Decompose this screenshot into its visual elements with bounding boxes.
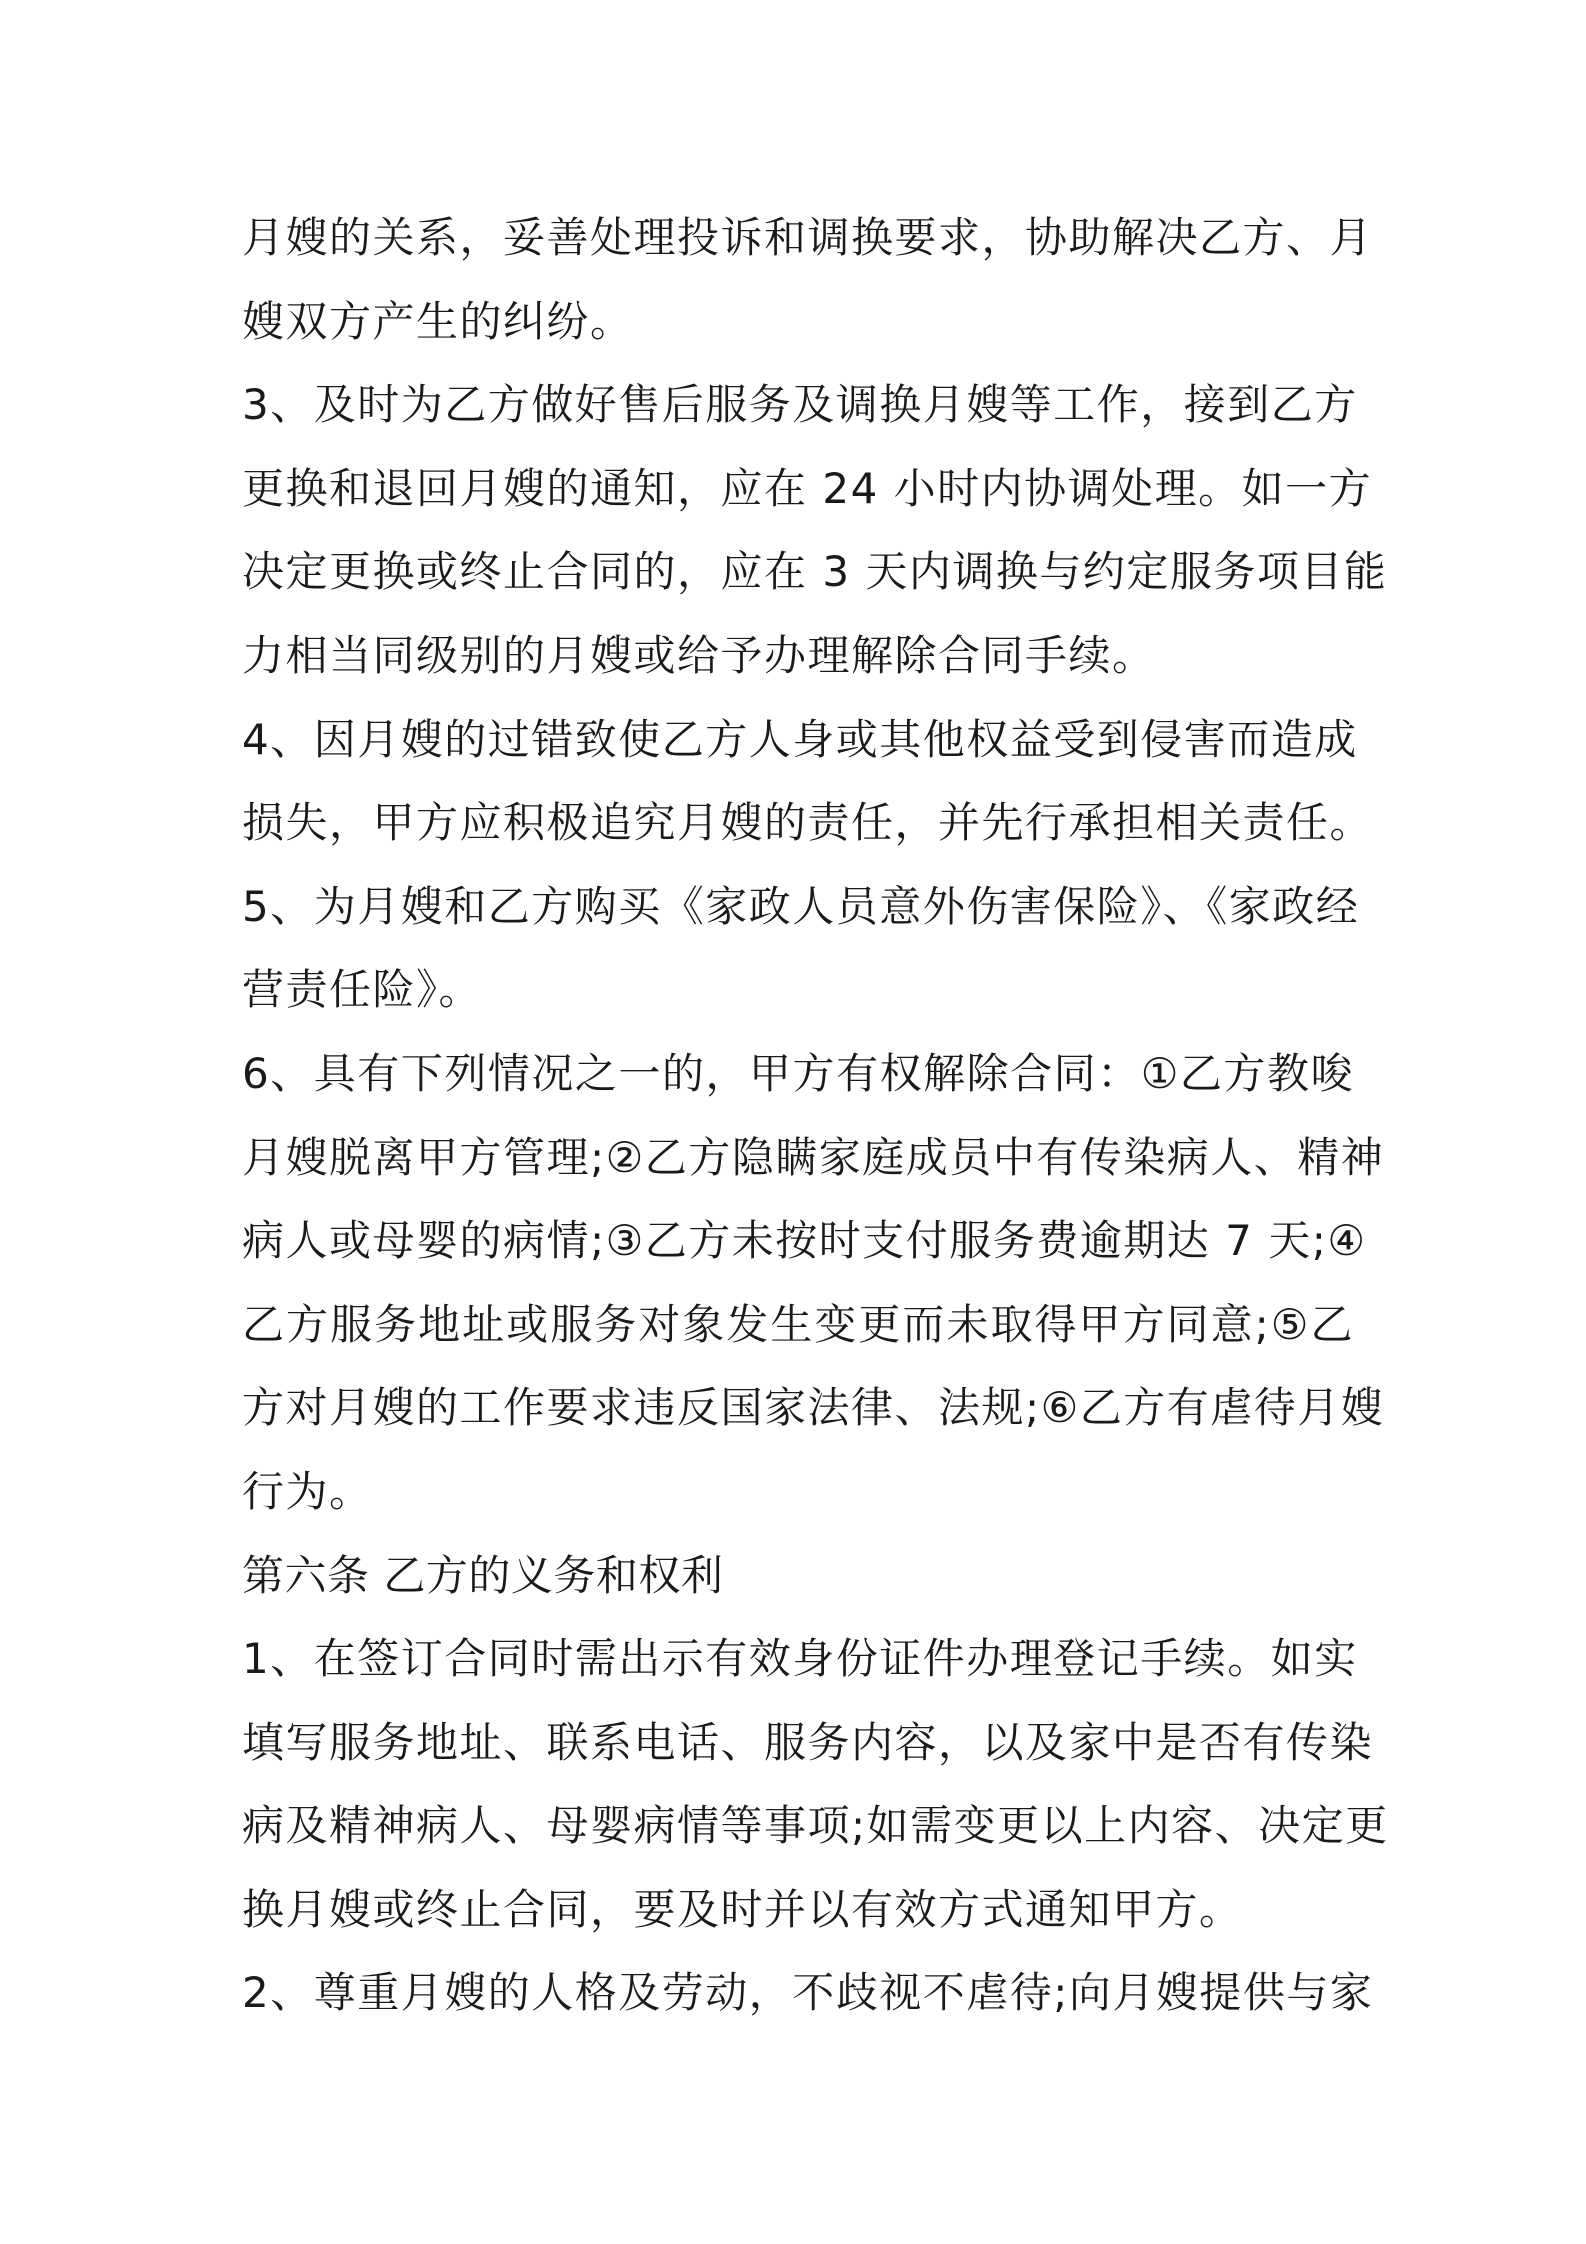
document-page [242,196,1389,2035]
text-line: 病及精神病人、母婴病情等事项;如需变更以上内容、决定更 [242,1801,1389,1851]
text-line: 6、具有下列情况之一的，甲方有权解除合同：①乙方教唆 [242,1048,1354,1098]
text-line: 行为。 [242,1466,373,1516]
text-line: 月嫂脱离甲方管理;②乙方隐瞒家庭成员中有传染病人、精神 [242,1132,1385,1182]
text-line: 决定更换或终止合同的，应在 3 天内调换与约定服务项目能 [242,547,1388,597]
text-line: 填写服务地址、联系电话、服务内容，以及家中是否有传染 [242,1717,1374,1767]
text-line: 月嫂的关系，妥善处理投诉和调换要求，协助解决乙方、月 [242,213,1374,262]
text-line: 换月嫂或终止合同，要及时并以有效方式通知甲方。 [242,1884,1243,1934]
text-line: 4、因月嫂的过错致使乙方人身或其他权益受到侵害而造成 [242,714,1358,764]
text-line: 嫂双方产生的纠纷。 [242,296,634,346]
text-line: 3、及时为乙方做好售后服务及调换月嫂等工作，接到乙方 [242,380,1358,430]
text-line: 病人或母婴的病情;③乙方未按时支付服务费逾期达 7 天;④ [242,1216,1367,1266]
text-line: 乙方服务地址或服务对象发生变更而未取得甲方同意;⑤乙 [242,1299,1354,1349]
section-heading: 第六条 乙方的义务和权利 [242,1550,724,1600]
text-line: 营责任险》。 [242,965,483,1015]
text-line: 1、在签订合同时需出示有效身份证件办理登记手续。如实 [242,1634,1358,1684]
text-line: 2、尊重月嫂的人格及劳动，不歧视不虐待;向月嫂提供与家 [242,1968,1374,2018]
text-line: 力相当同级别的月嫂或给予办理解除合同手续。 [242,630,1156,680]
text-line: 方对月嫂的工作要求违反国家法律、法规;⑥乙方有虐待月嫂 [242,1383,1385,1433]
text-line: 损失，甲方应积极追究月嫂的责任，并先行承担相关责任。 [242,798,1374,848]
text-line: 5、为月嫂和乙方购买《家政人员意外伤害保险》、《家政经 [242,881,1360,931]
text-line: 更换和退回月嫂的通知，应在 24 小时内协调处理。如一方 [242,463,1373,513]
